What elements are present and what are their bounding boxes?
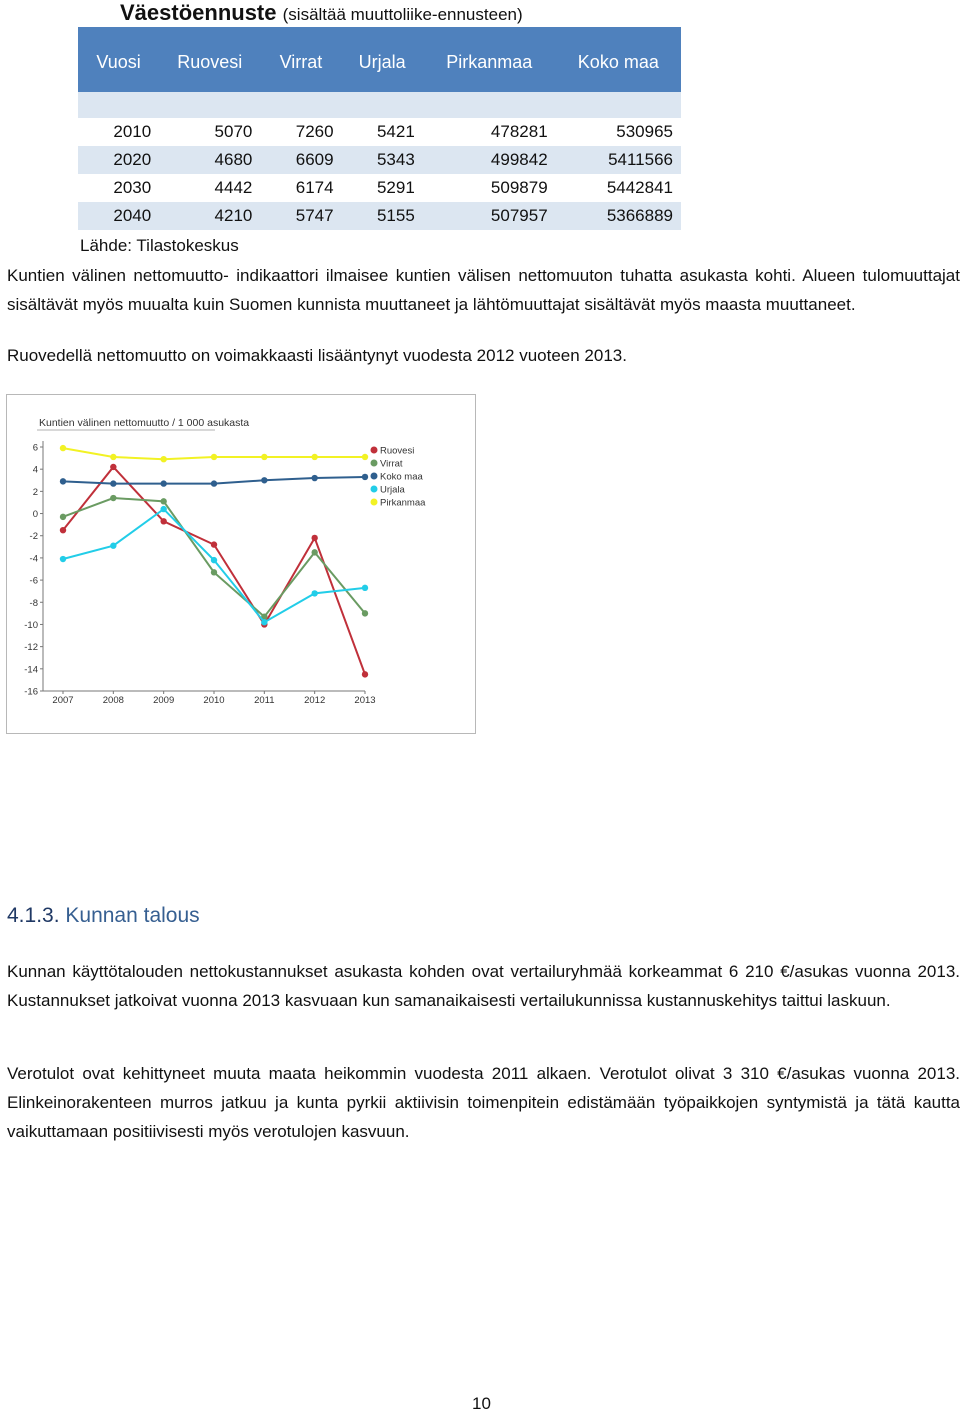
data-point [362, 585, 368, 591]
x-tick-label: 2011 [254, 695, 275, 706]
y-tick-label: -16 [24, 686, 38, 698]
legend-label: Urjala [380, 484, 405, 496]
paragraph-operating-costs: Kunnan käyttötalouden nettokustannukset asukasta kohden ovat vertailuryhmää korkeammat 6 210 €/asukas vuonna 2013. Kustannukset jatkoivat vuonna 2013 kasvuaan kun samanaikaisesti vertailukunnissa kustannuskehitys taittui laskuun. [7, 962, 960, 1010]
table-cell: 5291 [376, 178, 415, 197]
title-sub: (sisältää muuttoliike-ennusteen) [282, 5, 523, 24]
table-row [78, 174, 681, 202]
data-point [60, 556, 66, 562]
y-tick-label: -6 [29, 575, 38, 587]
data-point [311, 454, 317, 460]
chart-canvas [7, 395, 475, 733]
table-cell: 5442841 [606, 178, 673, 197]
y-tick-label: 6 [32, 442, 38, 454]
table-cell: 2040 [78, 202, 159, 230]
legend-marker [371, 499, 378, 506]
data-point [60, 478, 66, 484]
table-cell: 6174 [295, 178, 334, 197]
page-number: 10 [472, 1394, 491, 1413]
series-line-urjala [63, 509, 365, 622]
x-tick-label: 2008 [102, 695, 124, 706]
population-forecast-table [78, 27, 681, 230]
column-header: Vuosi [78, 27, 159, 92]
x-tick-label: 2012 [304, 695, 326, 706]
data-point [60, 514, 66, 520]
table-cell: 5070 [214, 122, 253, 141]
table-cell: 5343 [342, 146, 423, 174]
data-point [160, 480, 166, 486]
data-point [311, 475, 317, 481]
legend-marker [371, 447, 378, 454]
table-cell: 2020 [78, 146, 159, 174]
paragraph-ruovesi-migration: Ruovedellä nettomuutto on voimakkaasti lisääntynyt vuodesta 2012 vuoteen 2013. [7, 346, 627, 365]
table-header-row [78, 27, 681, 92]
column-header: Ruovesi [159, 27, 260, 92]
page-title [120, 0, 523, 26]
table-cell: 530965 [616, 122, 673, 141]
data-point [261, 477, 267, 483]
data-point [160, 518, 166, 524]
data-point [211, 557, 217, 563]
paragraph-migration-indicator: Kuntien välinen nettomuutto- indikaattori ilmaisee kuntien välisen nettomuuton tuhatta asukasta kohti. Alueen tulomuuttajat sisältävät myös muualta kuin Suomen kunnista muuttaneet ja lähtömuuttajat sisältävät myös maasta muuttaneet. [7, 266, 960, 314]
section-number: 4.1.3. [7, 904, 60, 927]
data-point [110, 480, 116, 486]
table-cell: 5411566 [556, 146, 681, 174]
table-cell: 4442 [214, 178, 253, 197]
title-main: Väestöennuste [120, 0, 277, 25]
x-tick-label: 2007 [52, 695, 74, 706]
data-point [362, 610, 368, 616]
chart-title: Kuntien välinen nettomuutto / 1 000 asukasta [39, 417, 250, 429]
y-tick-label: 4 [32, 464, 38, 476]
table-cell: 2030 [113, 178, 152, 197]
data-point [110, 495, 116, 501]
x-tick-label: 2013 [354, 695, 376, 706]
data-point [160, 456, 166, 462]
table-row [78, 146, 681, 174]
legend-marker [371, 473, 378, 480]
data-point [211, 569, 217, 575]
legend-label: Virrat [380, 458, 403, 470]
data-point [211, 480, 217, 486]
table-cell: 5155 [342, 202, 423, 230]
column-header: Virrat [260, 27, 341, 92]
table-cell: 5421 [376, 122, 415, 141]
y-tick-label: -4 [29, 553, 38, 565]
y-tick-label: 0 [32, 509, 38, 521]
section-heading [7, 904, 200, 928]
data-point [160, 498, 166, 504]
data-point [261, 454, 267, 460]
data-point [311, 549, 317, 555]
data-point [261, 619, 267, 625]
table-cell: 499842 [423, 146, 556, 174]
x-tick-label: 2010 [203, 695, 225, 706]
chart-legend [371, 446, 427, 509]
data-point [311, 590, 317, 596]
table-spacer-row [78, 92, 681, 118]
legend-marker [371, 460, 378, 467]
x-tick-label: 2009 [153, 695, 175, 706]
table-cell: 5366889 [556, 202, 681, 230]
y-tick-label: -8 [29, 597, 38, 609]
legend-label: Pirkanmaa [380, 497, 426, 509]
table-cell: 7260 [295, 122, 334, 141]
source-note: Lähde: Tilastokeskus [80, 236, 239, 255]
table-cell: 507957 [423, 202, 556, 230]
table-cell: 2010 [113, 122, 152, 141]
data-point [311, 535, 317, 541]
data-point [60, 445, 66, 451]
table-cell: 4680 [159, 146, 260, 174]
column-header: Urjala [342, 27, 423, 92]
legend-label: Ruovesi [380, 445, 415, 457]
y-tick-label: -10 [24, 619, 38, 631]
table-row [78, 202, 681, 230]
data-point [362, 671, 368, 677]
y-tick-label: -14 [24, 664, 38, 676]
data-point [211, 541, 217, 547]
paragraph-tax-revenue: Verotulot ovat kehittyneet muuta maata heikommin vuodesta 2011 alkaen. Verotulot olivat 3 310 €/asukas vuonna 2013. Elinkeinorakenteen murros jatkuu ja kunta pyrkii aktiivisin toimenpitein edistämään työpaikkojen syntymistä ja tätä kautta vaikuttamaan positiivisesti myös verotulojen kasvuun. [7, 1064, 960, 1141]
data-point [362, 454, 368, 460]
chart-series-group [60, 445, 368, 678]
legend-marker [371, 486, 378, 493]
legend-label: Koko maa [380, 471, 423, 483]
y-tick-label: -12 [24, 642, 38, 654]
y-tick-label: 2 [32, 486, 38, 498]
chart-plot-area [24, 441, 375, 706]
net-migration-chart [6, 394, 476, 734]
section-title: Kunnan talous [65, 904, 200, 927]
data-point [211, 454, 217, 460]
data-point [110, 464, 116, 470]
table-cell: 478281 [490, 122, 548, 141]
data-point [362, 474, 368, 480]
data-point [160, 506, 166, 512]
table-cell: 6609 [260, 146, 341, 174]
column-header: Koko maa [556, 27, 681, 92]
data-point [110, 454, 116, 460]
table-row [78, 118, 681, 146]
table-cell: 5747 [260, 202, 341, 230]
y-tick-label: -2 [29, 531, 38, 543]
table-cell: 509879 [490, 178, 548, 197]
column-header: Pirkanmaa [423, 27, 556, 92]
data-point [60, 527, 66, 533]
table-cell: 4210 [159, 202, 260, 230]
data-point [110, 543, 116, 549]
